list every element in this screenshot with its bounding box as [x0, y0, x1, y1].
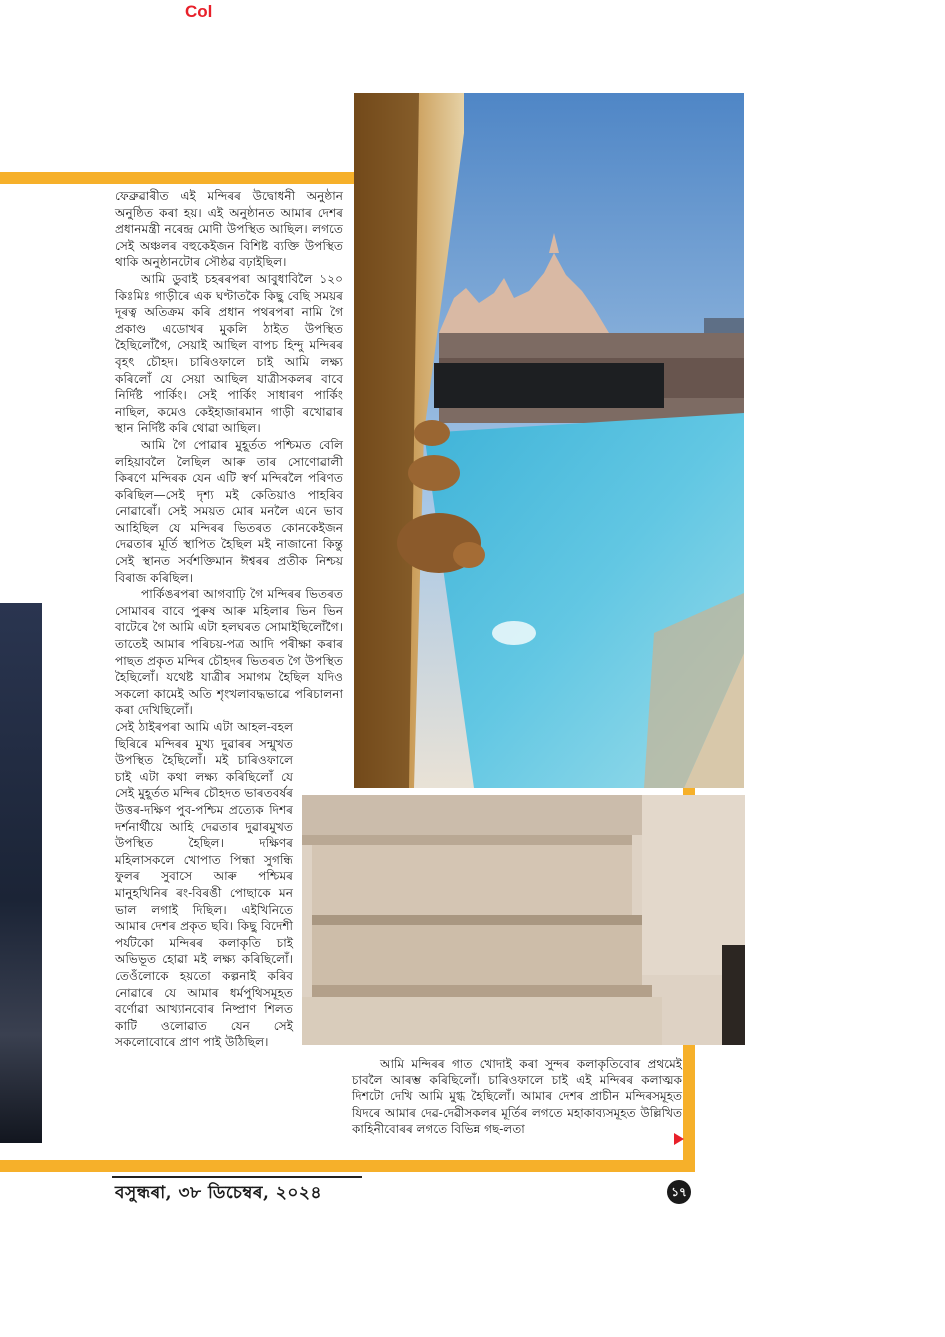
- page-number: ১৭: [667, 1180, 691, 1204]
- caption-text: আমি মন্দিৰৰ গাত খোদাই কৰা সুন্দৰ কলাকৃতিবোৰ প্ৰথমেই চাবলৈ আৰম্ভ কৰিছিলোঁ। চাৰিওফালে চাই এই মন্দিৰৰ কলাত্মক দিশটো দেখি আমি মুগ্ধ হৈছিলোঁ। আমাৰ দেশৰ প্ৰাচীন মন্দিৰসমূহত যিদৰে আমাৰ দেৱ-দেৱীসকলৰ মূৰ্তিৰ লগতে মহাকাব্যসমূহত উল্লিখিত কাহিনীবোৰৰ লগতে বিভিন্ন গছ-লতা: [352, 1057, 682, 1136]
- article-paragraph: পাৰ্কিঙৰপৰা আগবাঢ়ি গৈ মন্দিৰৰ ভিতৰত সোমাবৰ বাবে পুৰুষ আৰু মহিলাৰ ভিন ভিন বাটেৰে গৈ আমি এটা হলঘৰত সোমাইছিলোঁগৈ। তাতেই আমাৰ পৰিচয়-পত্ৰ আদি পৰীক্ষা কৰাৰ পাছত প্ৰকৃত মন্দিৰ চৌহদৰ ভিতৰত গৈ উপস্থিত হৈছিলোঁ। যথেষ্ট যাত্ৰীৰ সমাগম হৈছিল যদিও সকলো কামেই অতি শৃংখলাবদ্ধভাৱে পৰিচালনা কৰা দেখিছিলোঁ।: [115, 587, 343, 718]
- accent-bar-top: [0, 172, 356, 184]
- accent-bar-bottom: [0, 1160, 695, 1172]
- article-paragraph: ফেব্ৰুৱাৰীত এই মন্দিৰৰ উদ্বোধনী অনুষ্ঠান অনুষ্ঠিত কৰা হয়। এই অনুষ্ঠানত আমাৰ দেশৰ প্ৰধানমন্ত্ৰী নৰেন্দ্ৰ মোদী উপস্থিত আছিল। লগতে সেই অঞ্চলৰ বহুকেইজন বিশিষ্ট ব্যক্তি উপস্থিত থাকি অনুষ্ঠানটোৰ সৌষ্ঠৱ বঢ়াইছিল।: [115, 189, 343, 270]
- continue-arrow-icon: [674, 1133, 684, 1145]
- section-tag: Col: [185, 2, 213, 21]
- left-photo-strip: [0, 603, 42, 1143]
- temple-carving-photo: [302, 795, 745, 1045]
- footer-rule: [112, 1176, 362, 1178]
- article-paragraph: আমি গৈ পোৱাৰ মুহূৰ্তত পশ্চিমত বেলি লহিয়াবলৈ লৈছিল আৰু তাৰ সোণোৱালী কিৰণে মন্দিৰক যেন এটি স্বৰ্ণ মন্দিৰলৈ পৰিণত কৰিছিল—সেই দৃশ্য মই কেতিয়াও পাহৰিব নোৱাৰোঁ। সেই সময়ত মোৰ মনলৈ এনে ভাব আহিছিল যে মন্দিৰৰ ভিতৰত কোনকেইজন দেৱতাৰ মূৰ্তি স্থাপিত হৈছিল মই নাজানো কিন্তু সেই স্থানত সৰ্বশক্তিমান ঈশ্বৰৰ প্ৰতীক নিশ্চয় বিৰাজ কৰিছিল।: [115, 437, 343, 585]
- article-body: [115, 188, 343, 1051]
- temple-pool-photo: [354, 93, 744, 788]
- article-paragraph: সেই ঠাইৰপৰা আমি এটা আহল-বহল ছিৰিৰে মন্দিৰৰ মুখ্য দুৱাৰৰ সন্মুখত উপস্থিত হৈছিলোঁ। মই চাৰিওফালে চাই এটা কথা লক্ষ্য কৰিছিলোঁ যে সেই মুহূৰ্তত মন্দিৰ চৌহদত ভাৰতবৰ্ষৰ উত্তৰ-দক্ষিণ পুব-পশ্চিম প্ৰত্যেক দিশৰ দৰ্শনাৰ্থীয়ে আহি দেৱতাৰ দুৱাৰমুখত উপস্থিত হৈছিল। দক্ষিণৰ মহিলাসকলে খোপাত পিন্ধা সুগন্ধি ফুলৰ সুবাসে আৰু পশ্চিমৰ মানুহখিনিৰ ৰং-বিৰঙী পোছাকে মন ভাল লগাই দিছিল। এইখিনিতে আমাৰ দেশৰ প্ৰকৃত ছবি। কিছু বিদেশী পৰ্যটকো মন্দিৰৰ কলাকৃতি চাই অভিভূত হোৱা মই লক্ষ্য কৰিছিলোঁ। তেওঁলোকে হয়তো কল্পনাই কৰিব নোৱাৰে যে আমাৰ ধৰ্মপুথিসমূহত বৰ্ণোৱা আখ্যানবোৰ নিষ্প্ৰাণ শিলত কাটি ওলোৱাত যেন সেই সকলোবোৰে প্ৰাণ পাই উঠিছিল।: [115, 720, 293, 1050]
- photo-caption: [352, 1056, 682, 1137]
- article-paragraph: আমি ডুবাই চহৰৰপৰা আবুধাবিলৈ ১২০ কিঃমিঃ গাড়ীৰে এক ঘণ্টাতকৈ কিছু বেছি সময়ৰ দূৰত্ব অতিক্ৰম কৰি প্ৰধান পথৰপৰা নামি গৈ প্ৰকাণ্ড এডোখৰ মুকলি ঠাইত উপস্থিত হৈছিলোঁগৈ, সেয়াই আছিল বাপচ হিন্দু মন্দিৰৰ বৃহৎ চৌহদ। চাৰিওফালে চাই আমি লক্ষ্য কৰিলোঁ যে সেয়া আছিল যাত্ৰীসকলৰ বাবে নিৰ্দিষ্ট পাৰ্কিং। সেই পাৰ্কিং সাধাৰণ পাৰ্কিং নাছিল, কমেও কেইহাজাৰমান গাড়ী ৰখোৱাৰ স্থান নিৰ্দিষ্ট কৰি থোৱা আছিল।: [115, 271, 343, 436]
- publication-line: বসুন্ধৰা, ৩৮ ডিচেম্বৰ, ২০২৪: [115, 1183, 322, 1203]
